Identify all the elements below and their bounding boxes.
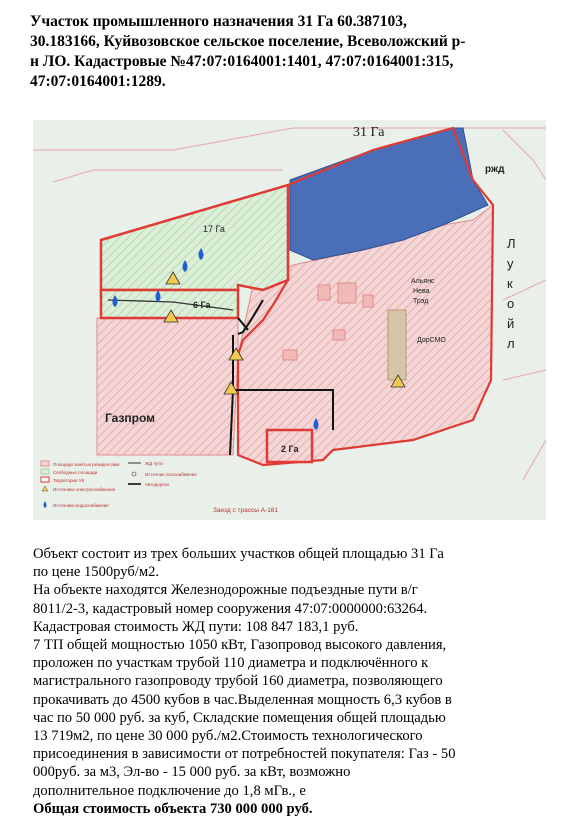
document-header bbox=[30, 12, 540, 92]
description-line: Объект состоит из трех больших участков общей площадью 31 Га bbox=[33, 546, 444, 562]
legend-item: Источники водоснабжения bbox=[53, 503, 109, 508]
description-line: 8011/2-3, кадастровый номер сооружения 47:07:0000000:63264. bbox=[33, 600, 428, 617]
plot-6-label: 6 Га bbox=[193, 300, 211, 310]
lukoil-letter: Л bbox=[507, 236, 516, 251]
header-line-2: 30.183166, Куйвозовское сельское поселение, Всеволожский р- bbox=[30, 33, 466, 50]
description-line: 7 ТП общей мощностью 1050 кВт, Газопровод высокого давления, bbox=[33, 637, 447, 654]
legend-item: Автодороги bbox=[145, 482, 169, 487]
alliance-label-2: Нева bbox=[413, 288, 430, 295]
site-map-svg bbox=[33, 120, 546, 520]
legend-item: Площади занятых резидентами bbox=[53, 462, 120, 467]
description-line: магистрального газопроводу трубой 160 диаметра, позволяющего bbox=[33, 673, 443, 690]
building bbox=[363, 295, 373, 307]
site-map bbox=[33, 120, 546, 520]
legend-swatch-free bbox=[41, 469, 49, 474]
legend-item: Источники электроснабжения bbox=[53, 487, 116, 492]
alliance-label-3: Трэд bbox=[413, 298, 429, 305]
lukoil-letter: о bbox=[507, 296, 515, 311]
description-line: проложен по участкам трубой 110 диаметра и подключённого к bbox=[33, 655, 429, 672]
description-line: дополнительное подключение до 1,8 мГв., е bbox=[33, 782, 306, 799]
gazprom-area bbox=[97, 318, 238, 455]
header-line-3: н ЛО. Кадастровые №47:07:0164001:1401, 47:07:0164001:315, bbox=[30, 53, 454, 70]
lukoil-letter: к bbox=[507, 276, 513, 291]
building bbox=[333, 330, 345, 340]
description-line: час по 50 000 руб. за куб, Складские помещения общей площадью bbox=[33, 709, 446, 726]
total-cost: Общая стоимость объекта 730 000 000 руб. bbox=[33, 800, 313, 817]
legend-item: Источник газоснабжения bbox=[145, 472, 197, 477]
legend-item: ЖД пути bbox=[145, 461, 163, 466]
plot-2-label: 2 Га bbox=[281, 444, 299, 454]
building bbox=[338, 283, 356, 303]
description-line: по цене 1500руб/м2. bbox=[33, 564, 160, 581]
description-line: 13 719м2, по цене 30 000 руб./м2.Стоимость технологического bbox=[33, 728, 423, 745]
legend-swatch-uk bbox=[41, 477, 49, 482]
building bbox=[283, 350, 297, 360]
description-line: прокачивать до 4500 кубов в час.Выделенная мощность 6,3 кубов в bbox=[33, 691, 452, 708]
lukoil-letter: л bbox=[507, 336, 515, 351]
warehouse-building bbox=[388, 310, 406, 380]
description-text bbox=[33, 545, 548, 818]
header-line-1: Участок промышленного назначения 31 Га 60.387103, bbox=[30, 13, 407, 30]
total-area-label: 31 Га bbox=[353, 125, 385, 140]
building bbox=[318, 285, 330, 300]
plot-17-label: 17 Га bbox=[203, 224, 225, 234]
road-entry-label: Заезд с трассы А-181 bbox=[213, 507, 279, 514]
alliance-label-1: Альянс bbox=[411, 278, 435, 285]
gazprom-label: Газпром bbox=[105, 411, 156, 425]
description-line: На объекте находятся Железнодорожные подъездные пути в/г bbox=[33, 582, 418, 599]
description-line: Кадастровая стоимость ЖД пути: 108 847 183,1 руб. bbox=[33, 618, 359, 635]
legend-item: Свободные площади bbox=[53, 470, 98, 475]
description-line: 000руб. за м3, Эл-во - 15 000 руб. за кВт, возможно bbox=[33, 764, 351, 781]
rzd-label: ржд bbox=[485, 164, 505, 175]
legend-item: Территория УК bbox=[53, 478, 85, 483]
header-line-4: 47:07:0164001:1289. bbox=[30, 73, 166, 90]
dorsmo-label: ДорСМО bbox=[417, 337, 446, 344]
lukoil-letter: й bbox=[507, 316, 515, 331]
description-line: присоединения в зависимости от потребностей покупателя: Газ - 50 bbox=[33, 746, 456, 763]
legend-swatch-occupied bbox=[41, 461, 49, 466]
lukoil-letter: у bbox=[507, 256, 514, 271]
